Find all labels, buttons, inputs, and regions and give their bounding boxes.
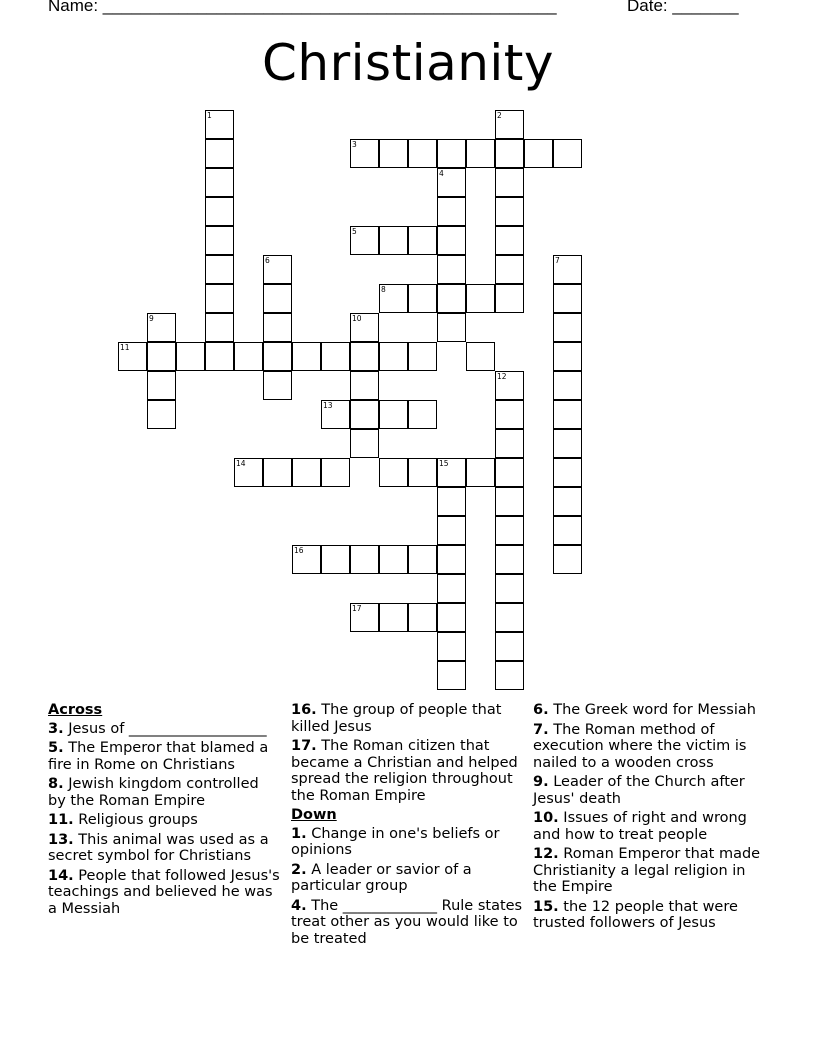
grid-cell[interactable] — [321, 458, 350, 487]
clue-number: 7 — [555, 256, 560, 265]
grid-cell[interactable] — [495, 284, 524, 313]
grid-cell[interactable] — [176, 342, 205, 371]
grid-cell[interactable] — [437, 139, 466, 168]
grid-cell[interactable] — [205, 284, 234, 313]
clue-number: 1 — [207, 111, 212, 120]
grid-cell[interactable] — [495, 168, 524, 197]
clue-number: 4 — [439, 169, 444, 178]
clue-label: 7. — [533, 721, 549, 738]
grid-cell[interactable] — [466, 458, 495, 487]
clue — [48, 721, 280, 738]
down-clue-list — [291, 826, 523, 948]
clue-text: Jesus of ___________________ — [63, 720, 267, 737]
clue — [291, 826, 523, 859]
clue-number: 10 — [352, 314, 362, 323]
clue-number: 13 — [323, 401, 333, 410]
clue-number: 5 — [352, 227, 357, 236]
grid-cell[interactable] — [495, 110, 524, 139]
clue — [291, 702, 523, 735]
clue-number: 3 — [352, 140, 357, 149]
grid-cell[interactable] — [553, 313, 582, 342]
clue-text: A leader or savior of a particular group — [291, 861, 472, 894]
clue-label: 12. — [533, 846, 559, 862]
grid-cell[interactable] — [263, 371, 292, 400]
clue-label: 4. — [291, 897, 307, 914]
grid-cell[interactable] — [495, 429, 524, 458]
grid-cell[interactable] — [495, 661, 524, 690]
grid-cell[interactable] — [437, 168, 466, 197]
grid-cell[interactable] — [205, 313, 234, 342]
grid-cell[interactable] — [553, 429, 582, 458]
grid-cell[interactable] — [466, 342, 495, 371]
grid-cell[interactable] — [553, 284, 582, 313]
grid-cell[interactable] — [205, 110, 234, 139]
clue-number: 9 — [149, 314, 154, 323]
clue-text: People that followed Jesus's teachings and believed he was a Messiah — [48, 867, 280, 917]
grid-cell[interactable] — [350, 545, 379, 574]
clue-text: Issues of right and wrong and how to treat people — [533, 810, 747, 843]
clue-text: the 12 people that were trusted followers of Jesus — [533, 898, 738, 931]
clue-number: 6 — [265, 256, 270, 265]
across-clue-list — [48, 721, 280, 918]
grid-cell[interactable] — [147, 400, 176, 429]
grid-cell[interactable] — [379, 545, 408, 574]
grid-cell[interactable] — [553, 139, 582, 168]
grid-cell[interactable] — [379, 139, 408, 168]
grid-cell[interactable] — [553, 487, 582, 516]
grid-cell[interactable] — [263, 284, 292, 313]
grid-cell[interactable] — [437, 313, 466, 342]
grid-cell[interactable] — [379, 603, 408, 632]
grid-cell[interactable] — [495, 545, 524, 574]
clue-number: 14 — [236, 459, 246, 468]
grid-cell[interactable] — [350, 400, 379, 429]
grid-cell[interactable] — [437, 226, 466, 255]
grid-cell[interactable] — [379, 226, 408, 255]
grid-cell[interactable] — [350, 313, 379, 342]
grid-cell[interactable] — [263, 342, 292, 371]
grid-cell[interactable] — [292, 545, 321, 574]
grid-cell[interactable] — [321, 545, 350, 574]
grid-cell[interactable] — [553, 371, 582, 400]
clue-label: 3. — [48, 720, 64, 737]
clue-number: 17 — [352, 604, 362, 613]
clue-number: 11 — [120, 343, 130, 352]
grid-cell[interactable] — [408, 545, 437, 574]
grid-cell[interactable] — [553, 400, 582, 429]
grid-cell[interactable] — [408, 400, 437, 429]
grid-cell[interactable] — [263, 255, 292, 284]
grid-cell[interactable] — [205, 168, 234, 197]
clue — [533, 810, 765, 843]
grid-cell[interactable] — [350, 139, 379, 168]
clue-number: 8 — [381, 285, 386, 294]
clue-number: 16 — [294, 546, 304, 555]
grid-cell[interactable] — [205, 255, 234, 284]
grid-cell[interactable] — [408, 603, 437, 632]
clue-label: 5. — [48, 740, 64, 756]
grid-cell[interactable] — [437, 545, 466, 574]
grid-cell[interactable] — [379, 400, 408, 429]
grid-cell[interactable] — [350, 429, 379, 458]
grid-cell[interactable] — [437, 487, 466, 516]
grid-cell[interactable] — [495, 371, 524, 400]
grid-cell[interactable] — [350, 226, 379, 255]
grid-cell[interactable] — [292, 342, 321, 371]
clue — [48, 776, 280, 809]
grid-cell[interactable] — [408, 458, 437, 487]
clue — [533, 899, 765, 932]
clue-label: 14. — [48, 867, 74, 884]
grid-cell[interactable] — [147, 342, 176, 371]
down-heading: Down — [291, 807, 337, 823]
across-clue-list-continued — [291, 702, 523, 804]
grid-cell[interactable] — [234, 458, 263, 487]
grid-cell[interactable] — [321, 342, 350, 371]
clue-number: 15 — [439, 459, 449, 468]
clue-number: 2 — [497, 111, 502, 120]
clue — [48, 812, 280, 829]
clue-text: Change in one's beliefs or opinions — [291, 825, 500, 858]
clue-label: 6. — [533, 702, 549, 718]
grid-cell[interactable] — [205, 342, 234, 371]
clue — [291, 862, 523, 895]
grid-cell[interactable] — [524, 139, 553, 168]
grid-cell[interactable] — [118, 342, 147, 371]
grid-cell[interactable] — [350, 371, 379, 400]
grid-cell[interactable] — [553, 342, 582, 371]
grid-cell[interactable] — [437, 255, 466, 284]
clue-text: The Roman method of execution where the victim is nailed to a wooden cross — [533, 721, 747, 771]
grid-cell[interactable] — [553, 516, 582, 545]
grid-cell[interactable] — [321, 400, 350, 429]
clue — [48, 740, 280, 773]
grid-cell[interactable] — [379, 458, 408, 487]
clue — [533, 774, 765, 807]
grid-cell[interactable] — [495, 458, 524, 487]
across-heading: Across — [48, 702, 103, 718]
grid-cell[interactable] — [495, 603, 524, 632]
grid-cell[interactable] — [437, 516, 466, 545]
clue-label: 2. — [291, 861, 307, 878]
grid-cell[interactable] — [292, 458, 321, 487]
clues-column-3 — [533, 702, 765, 935]
clue-label: 10. — [533, 810, 559, 826]
grid-cell[interactable] — [263, 313, 292, 342]
grid-cell[interactable] — [408, 226, 437, 255]
grid-cell[interactable] — [205, 226, 234, 255]
clue-text: Roman Emperor that made Christianity a legal religion in the Empire — [533, 846, 761, 895]
clue-text: Leader of the Church after Jesus' death — [533, 774, 745, 807]
grid-cell[interactable] — [408, 342, 437, 371]
grid-cell[interactable] — [408, 139, 437, 168]
clue — [533, 846, 765, 896]
grid-cell[interactable] — [205, 197, 234, 226]
grid-cell[interactable] — [437, 458, 466, 487]
clue-text: The group of people that killed Jesus — [291, 702, 502, 735]
clues-column-2 — [291, 702, 523, 950]
grid-cell[interactable] — [495, 226, 524, 255]
name-field[interactable]: Name: ________________________________________________ — [48, 0, 557, 15]
clue-label: 17. — [291, 738, 317, 754]
clue-label: 9. — [533, 774, 549, 790]
grid-cell[interactable] — [437, 603, 466, 632]
grid-cell[interactable] — [205, 139, 234, 168]
grid-cell[interactable] — [495, 516, 524, 545]
clues-column-1 — [48, 702, 280, 920]
clue-text: The Greek word for Messiah — [548, 702, 756, 718]
clue-label: 16. — [291, 702, 317, 718]
grid-cell[interactable] — [437, 632, 466, 661]
grid-cell[interactable] — [437, 574, 466, 603]
date-field[interactable]: Date: _______ — [627, 0, 739, 15]
clue-label: 11. — [48, 812, 74, 828]
clue-label: 13. — [48, 831, 74, 848]
clue — [48, 868, 280, 918]
grid-cell[interactable] — [495, 632, 524, 661]
grid-cell[interactable] — [495, 400, 524, 429]
grid-cell[interactable] — [495, 487, 524, 516]
clue-text: The Roman citizen that became a Christian and helped spread the religion throughout the Roman Empire — [291, 738, 518, 804]
grid-cell[interactable] — [379, 342, 408, 371]
grid-cell[interactable] — [408, 284, 437, 313]
grid-cell[interactable] — [350, 342, 379, 371]
grid-cell[interactable] — [495, 574, 524, 603]
grid-cell[interactable] — [553, 545, 582, 574]
clue-label: 8. — [48, 776, 64, 792]
grid-cell[interactable] — [437, 197, 466, 226]
grid-cell[interactable] — [466, 139, 495, 168]
grid-cell[interactable] — [553, 458, 582, 487]
grid-cell[interactable] — [379, 284, 408, 313]
clue-text: Religious groups — [73, 812, 198, 828]
clue-text: The _____________ Rule states treat other as you would like to be treated — [291, 897, 523, 947]
clue — [48, 832, 280, 865]
clue-text: This animal was used as a secret symbol for Christians — [48, 831, 269, 864]
grid-cell[interactable] — [350, 603, 379, 632]
grid-cell[interactable] — [147, 313, 176, 342]
clue-label: 1. — [291, 825, 307, 842]
grid-cell[interactable] — [437, 284, 466, 313]
clue — [291, 738, 523, 804]
clue-text: The Emperor that blamed a fire in Rome on Christians — [48, 740, 269, 773]
clue-text: Jewish kingdom controlled by the Roman Empire — [48, 776, 259, 809]
clue — [533, 702, 765, 719]
grid-cell[interactable] — [437, 661, 466, 690]
grid-cell[interactable] — [263, 458, 292, 487]
clue-label: 15. — [533, 898, 559, 915]
grid-cell[interactable] — [234, 342, 263, 371]
down-clue-list-continued — [533, 702, 765, 932]
puzzle-title: Christianity — [261, 34, 554, 92]
clue-number: 12 — [497, 372, 507, 381]
clue — [291, 898, 523, 948]
grid-cell[interactable] — [495, 139, 524, 168]
grid-cell[interactable] — [495, 255, 524, 284]
grid-cell[interactable] — [147, 371, 176, 400]
grid-cell[interactable] — [495, 197, 524, 226]
clue — [533, 722, 765, 772]
grid-cell[interactable] — [553, 255, 582, 284]
grid-cell[interactable] — [466, 284, 495, 313]
